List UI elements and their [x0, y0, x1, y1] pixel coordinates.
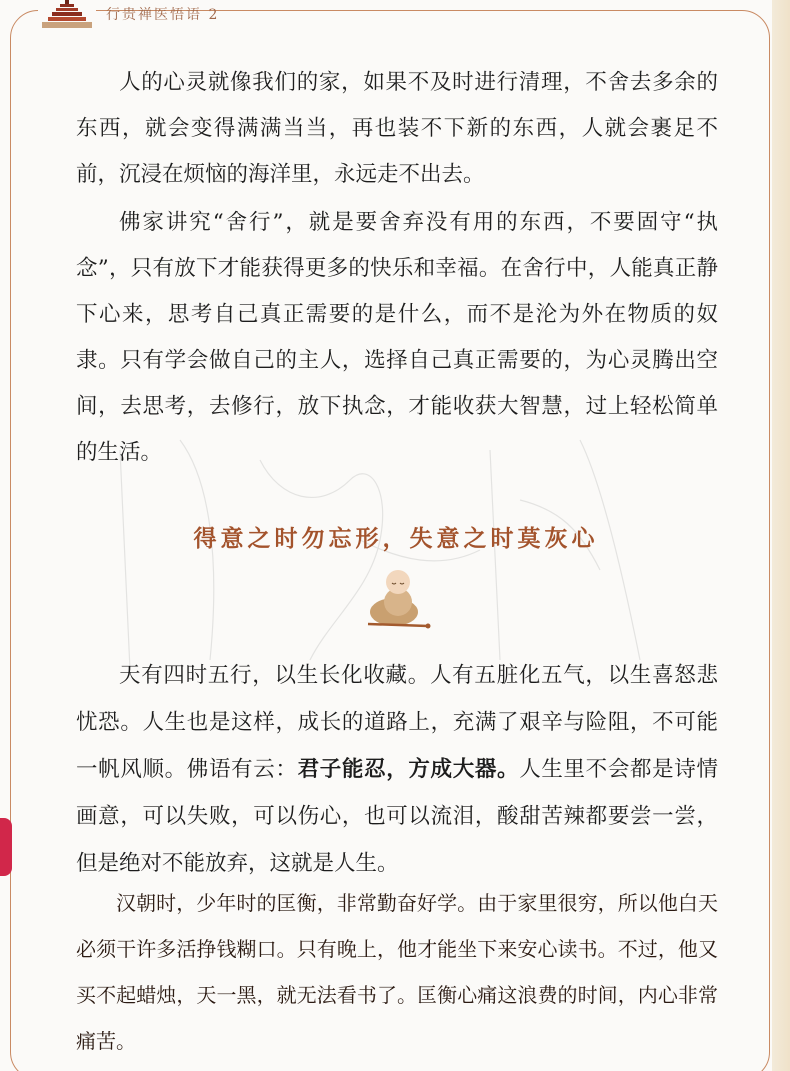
page-edge-shadow [772, 0, 790, 1071]
section-body [76, 652, 718, 887]
pagoda-ornament-icon [38, 0, 96, 30]
little-monk-illustration [358, 566, 434, 630]
paragraph-2: 佛家讲究“舍行”，就是要舍弃没有用的东西，不要固守“执念”，只有放下才能获得更多的快乐和幸福。在舍行中，人能真正静下心来，思考自己真正需要的是什么，而不是沦为外在物质的奴隶。只有学会做自己的主人，选择自己真正需要的，为心灵腾出空间，去思考，去修行，放下执念，才能收获大智慧，过上轻松简单的生活。 [76, 210, 718, 465]
section-body-text-1: 天有四时五行，以生长化收藏。人有五脏化五气，以生喜怒悲忧恐。人生也是这样，成长的道路上，充满了艰辛与险阻，不可能一帆风顺。佛语有云： [76, 663, 718, 782]
emphasis-quote: 君子能忍，方成大器。 [297, 757, 520, 782]
section-heading: 得意之时勿忘形，失意之时莫灰心 [193, 525, 599, 552]
section-body-text-2: 人生里不会都是诗情画意，可以失败，可以伤心，也可以流泪，酸甜苦辣都要尝一尝，但是绝对不能放弃，这就是人生。 [76, 757, 718, 876]
paragraph-1: 人的心灵就像我们的家，如果不及时进行清理，不舍去多余的东西，就会变得满满当当，再也装不下新的东西，人就会裹足不前，沉浸在烦恼的海洋里，永远走不出去。 [76, 70, 718, 187]
bookmark-tab [0, 818, 12, 876]
story-paragraph: 汉朝时，少年时的匡衡，非常勤奋好学。由于家里很穷，所以他白天必须干许多活挣钱糊口。只有晚上，他才能坐下来安心读书。不过，他又买不起蜡烛，天一黑，就无法看书了。匡衡心痛这浪费的时间，内心非常痛苦。 [76, 891, 718, 1053]
running-header: 行贵禅医悟语 2 [106, 7, 220, 23]
